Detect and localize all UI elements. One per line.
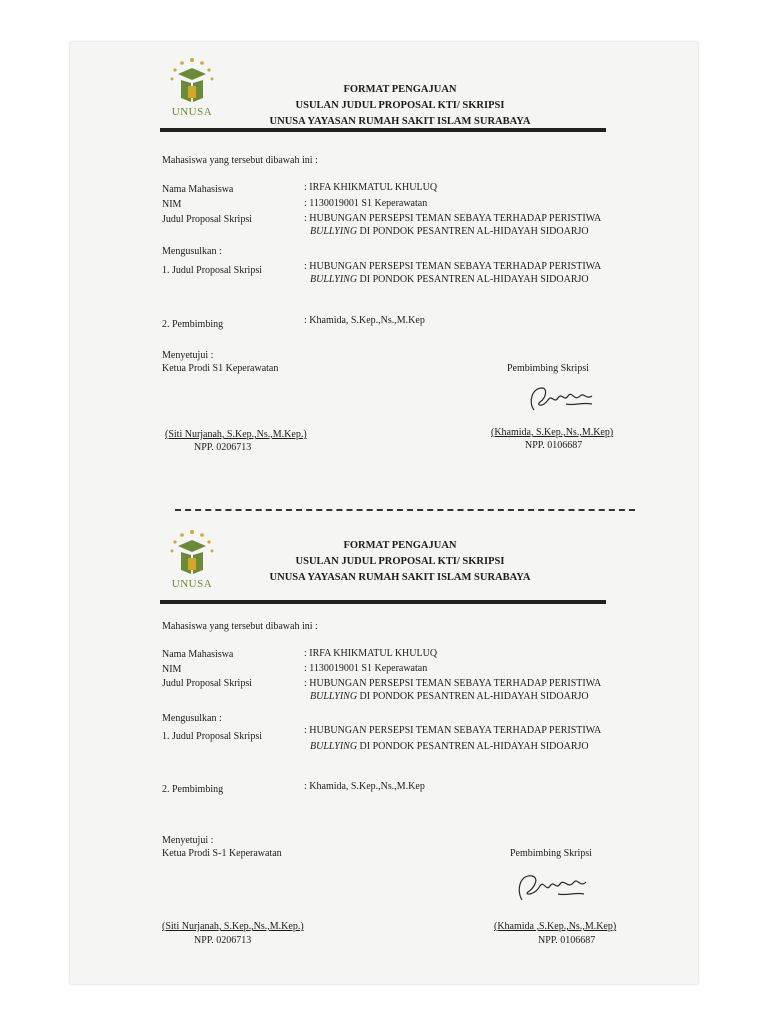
pembimbing-name: (Khamida, S.Kep.,Ns.,M.Kep): [491, 427, 614, 438]
item1-value-line-2: [310, 273, 589, 286]
logo-text: UNUSA: [171, 106, 213, 118]
menyetujui-label: Menyetujui :: [162, 835, 214, 846]
nama-value: : IRFA KHIKMATUL KHULUQ: [304, 182, 438, 193]
header-line-1: FORMAT PENGAJUAN: [343, 84, 457, 95]
judul-rest: DI PONDOK PESANTREN AL-HIDAYAH SIDOARJO: [357, 226, 589, 237]
item1-label: 1. Judul Proposal Skripsi: [162, 731, 263, 742]
ketua-label: Ketua Prodi S-1 Keperawatan: [162, 848, 282, 859]
intro-text: Mahasiswa yang tersebut dibawah ini :: [162, 621, 318, 632]
pembimbing-npp: NPP. 0106687: [538, 935, 596, 946]
pembimbing-name: (Khamida ,S.Kep.,Ns.,M.Kep): [494, 921, 617, 932]
judul-italic: BULLYING: [310, 226, 358, 237]
header-line-3: UNUSA YAYASAN RUMAH SAKIT ISLAM SURABAYA: [269, 572, 531, 583]
item2-value: : Khamida, S.Kep.,Ns.,M.Kep: [304, 315, 425, 326]
judul-value-line-2: [310, 690, 589, 703]
item1-value-line-2: [310, 740, 589, 753]
item1-label: 1. Judul Proposal Skripsi: [162, 265, 263, 276]
signature-icon: [512, 868, 602, 908]
pembimbing-label: Pembimbing Skripsi: [510, 848, 592, 859]
item1-italic: BULLYING: [310, 274, 358, 285]
nim-value: : 1130019001 S1 Keperawatan: [304, 663, 428, 674]
header-rule: [160, 128, 606, 132]
ketua-npp: NPP. 0206713: [194, 935, 252, 946]
document-page: [70, 42, 698, 984]
ketua-label: Ketua Prodi S1 Keperawatan: [162, 363, 279, 374]
menyetujui-label: Menyetujui :: [162, 350, 214, 361]
header-line-2: USULAN JUDUL PROPOSAL KTI/ SKRIPSI: [295, 100, 505, 111]
intro-text: Mahasiswa yang tersebut dibawah ini :: [162, 155, 318, 166]
ketua-name: (Siti Nurjanah, S.Kep.,Ns.,M.Kep.): [165, 429, 307, 440]
item1-italic: BULLYING: [310, 741, 358, 752]
nama-label: Nama Mahasiswa: [162, 184, 234, 195]
header-line-3: UNUSA YAYASAN RUMAH SAKIT ISLAM SURABAYA: [269, 116, 531, 127]
form-header: [230, 538, 570, 586]
item2-value: : Khamida, S.Kep.,Ns.,M.Kep: [304, 781, 425, 792]
item1-rest: DI PONDOK PESANTREN AL-HIDAYAH SIDOARJO: [357, 741, 589, 752]
mengusulkan-label: Mengusulkan :: [162, 246, 222, 257]
judul-italic: BULLYING: [310, 691, 358, 702]
header-line-1: FORMAT PENGAJUAN: [343, 540, 457, 551]
item1-value-line-1: : HUBUNGAN PERSEPSI TEMAN SEBAYA TERHADAP PERISTIWA: [304, 261, 602, 272]
judul-value-line-2: [310, 225, 589, 238]
nama-label: Nama Mahasiswa: [162, 649, 234, 660]
nim-value: : 1130019001 S1 Keperawatan: [304, 198, 428, 209]
item2-label: 2. Pembimbing: [162, 784, 224, 795]
judul-label: Judul Proposal Skripsi: [162, 214, 253, 225]
header-rule: [160, 600, 606, 604]
item2-label: 2. Pembimbing: [162, 319, 224, 330]
nim-label: NIM: [162, 664, 182, 675]
pembimbing-npp: NPP. 0106687: [525, 440, 583, 451]
judul-rest: DI PONDOK PESANTREN AL-HIDAYAH SIDOARJO: [357, 691, 589, 702]
pembimbing-label: Pembimbing Skripsi: [507, 363, 589, 374]
signature-icon: [522, 380, 612, 420]
judul-label: Judul Proposal Skripsi: [162, 678, 253, 689]
item1-rest: DI PONDOK PESANTREN AL-HIDAYAH SIDOARJO: [357, 274, 589, 285]
judul-value-line-1: : HUBUNGAN PERSEPSI TEMAN SEBAYA TERHADAP PERISTIWA: [304, 213, 602, 224]
ketua-npp: NPP. 0206713: [194, 442, 252, 453]
form-header: [230, 82, 570, 130]
unusa-logo-icon: [162, 56, 222, 126]
form-top: [70, 42, 698, 462]
dashed-separator: [175, 509, 635, 511]
nama-value: : IRFA KHIKMATUL KHULUQ: [304, 648, 438, 659]
ketua-name: (Siti Nurjanah, S.Kep.,Ns.,M.Kep.): [162, 921, 304, 932]
form-bottom: [70, 524, 698, 944]
item1-value-line-1: : HUBUNGAN PERSEPSI TEMAN SEBAYA TERHADAP PERISTIWA: [304, 725, 602, 736]
mengusulkan-label: Mengusulkan :: [162, 713, 222, 724]
logo-text: UNUSA: [171, 578, 213, 590]
unusa-logo-icon: [162, 528, 222, 598]
header-line-2: USULAN JUDUL PROPOSAL KTI/ SKRIPSI: [295, 556, 505, 567]
judul-value-line-1: : HUBUNGAN PERSEPSI TEMAN SEBAYA TERHADAP PERISTIWA: [304, 678, 602, 689]
nim-label: NIM: [162, 199, 182, 210]
